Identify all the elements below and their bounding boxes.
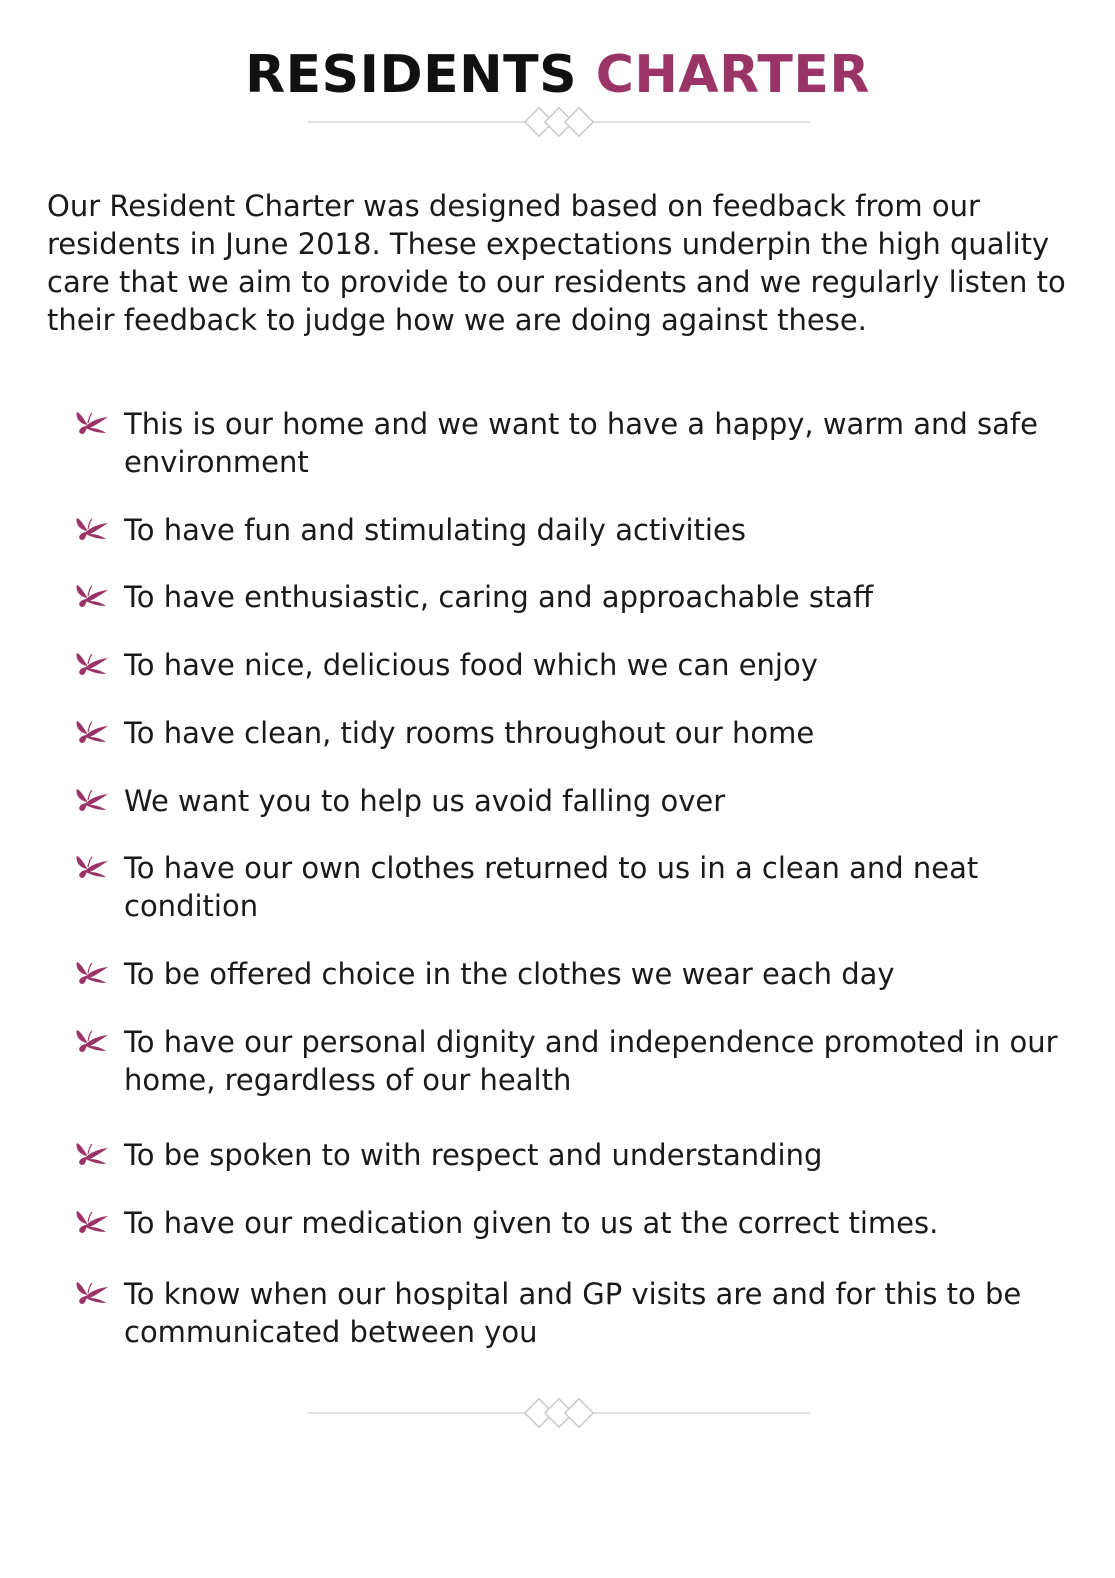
intro-paragraph: Our Resident Charter was designed based on feedback from our residents in June 2018. These expectations underpin the high quality care that we aim to provide to our residents and we regularly listen to their feedback to judge how we are doing against these. xyxy=(47,189,1066,337)
butterfly-icon xyxy=(74,851,110,883)
list-item-text: To be spoken to with respect and understanding xyxy=(124,1138,823,1172)
page-title xyxy=(0,40,1115,110)
butterfly-icon xyxy=(74,1138,110,1170)
butterfly-icon xyxy=(74,407,110,439)
list-item-text: To have our own clothes returned to us in a clean and neat condition xyxy=(124,851,979,923)
butterfly-icon xyxy=(74,784,110,816)
list-item-text: To have enthusiastic, caring and approachable staff xyxy=(124,580,874,614)
butterfly-icon xyxy=(74,1277,110,1309)
list-item-text: To have clean, tidy rooms throughout our home xyxy=(124,716,815,750)
list-item-text: To be offered choice in the clothes we wear each day xyxy=(124,957,895,991)
list-item-text: To know when our hospital and GP visits are and for this to be communicated between you xyxy=(124,1277,1022,1349)
title-word-charter: CHARTER xyxy=(595,45,870,105)
butterfly-icon xyxy=(74,513,110,545)
butterfly-icon xyxy=(74,1025,110,1057)
butterfly-icon xyxy=(74,1206,110,1238)
butterfly-icon xyxy=(74,580,110,612)
diamond-ornament-icon xyxy=(525,1399,593,1427)
list-item-text: To have nice, delicious food which we can enjoy xyxy=(124,648,818,682)
diamond-ornament-icon xyxy=(525,108,593,136)
butterfly-icon xyxy=(74,957,110,989)
list-item-text: This is our home and we want to have a happy, warm and safe environment xyxy=(124,407,1038,479)
list-item-text: To have our medication given to us at the correct times. xyxy=(124,1206,939,1240)
butterfly-icon xyxy=(74,716,110,748)
list-item-text: We want you to help us avoid falling over xyxy=(124,784,726,818)
divider-top xyxy=(308,102,810,142)
list-item-text: To have fun and stimulating daily activities xyxy=(124,513,746,547)
title-word-residents: RESIDENTS xyxy=(245,45,578,105)
list-item-text: To have our personal dignity and independence promoted in our home, regardless of our health xyxy=(124,1025,1058,1097)
butterfly-icon xyxy=(74,648,110,680)
divider-bottom xyxy=(308,1393,810,1433)
